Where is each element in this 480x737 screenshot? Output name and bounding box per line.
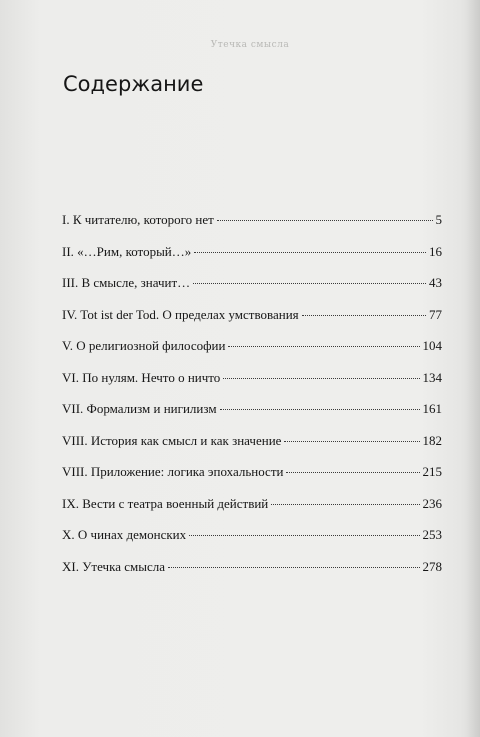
toc-entry-title: X. О чинах демонских xyxy=(62,527,187,543)
toc-entry-page: 236 xyxy=(422,495,442,511)
toc-entry-title: IX. Вести с театра военный действий xyxy=(62,495,269,511)
toc-entry-title: VI. По нулям. Нечто о ничто xyxy=(62,369,221,385)
toc-entry xyxy=(62,401,442,431)
toc-entry-title: VII. Формализм и нигилизм xyxy=(62,401,217,417)
dot-leader xyxy=(302,315,426,316)
toc-entry xyxy=(62,496,442,526)
dot-leader xyxy=(168,567,420,568)
dot-leader xyxy=(223,378,419,379)
dot-leader xyxy=(189,535,419,536)
toc-entry xyxy=(62,338,442,368)
toc-entry xyxy=(62,464,442,494)
toc-entry-page: 104 xyxy=(422,338,442,354)
toc-entry-title: I. К читателю, которого нет xyxy=(62,212,214,227)
toc-entry xyxy=(62,212,442,242)
dot-leader xyxy=(284,441,419,442)
dot-leader xyxy=(217,220,433,221)
toc-entry-title: V. О религиозной философии xyxy=(62,338,226,354)
dot-leader xyxy=(271,504,419,505)
toc-entry-page: 215 xyxy=(422,464,442,480)
toc-entry-title: VIII. История как смысл и как значение xyxy=(62,432,282,448)
toc-entry-page: 182 xyxy=(422,432,442,448)
table-of-contents xyxy=(62,212,442,591)
toc-entry xyxy=(62,370,442,400)
toc-entry-title: VIII. Приложение: логика эпохальности xyxy=(62,464,284,480)
page-title: Содержание xyxy=(63,72,204,96)
toc-entry xyxy=(62,527,442,557)
dot-leader xyxy=(228,346,419,347)
toc-entry-page: 161 xyxy=(422,401,442,417)
toc-entry-page: 77 xyxy=(429,306,442,322)
toc-entry xyxy=(62,559,442,589)
dot-leader xyxy=(193,283,426,284)
toc-entry-page: 278 xyxy=(422,559,442,575)
toc-entry-title: III. В смысле, значит… xyxy=(62,275,191,291)
toc-entry xyxy=(62,433,442,463)
dot-leader xyxy=(194,252,426,253)
toc-entry xyxy=(62,307,442,337)
toc-entry-page: 16 xyxy=(429,243,442,259)
toc-entry xyxy=(62,275,442,305)
toc-entry-page: 253 xyxy=(422,527,442,543)
toc-entry-title: IV. Tot ist der Tod. О пределах умствования xyxy=(62,306,299,322)
toc-entry-title: XI. Утечка смысла xyxy=(62,559,165,575)
toc-entry-page: 134 xyxy=(422,369,442,385)
toc-entry-page: 43 xyxy=(429,275,442,291)
toc-entry xyxy=(62,244,442,274)
running-head: Утечка смысла xyxy=(210,40,290,50)
dot-leader xyxy=(220,409,420,410)
toc-entry-page: 5 xyxy=(435,212,442,227)
dot-leader xyxy=(286,472,419,473)
toc-entry-title: II. «…Рим, который…» xyxy=(62,243,192,259)
page-spine-shadow xyxy=(466,0,480,737)
